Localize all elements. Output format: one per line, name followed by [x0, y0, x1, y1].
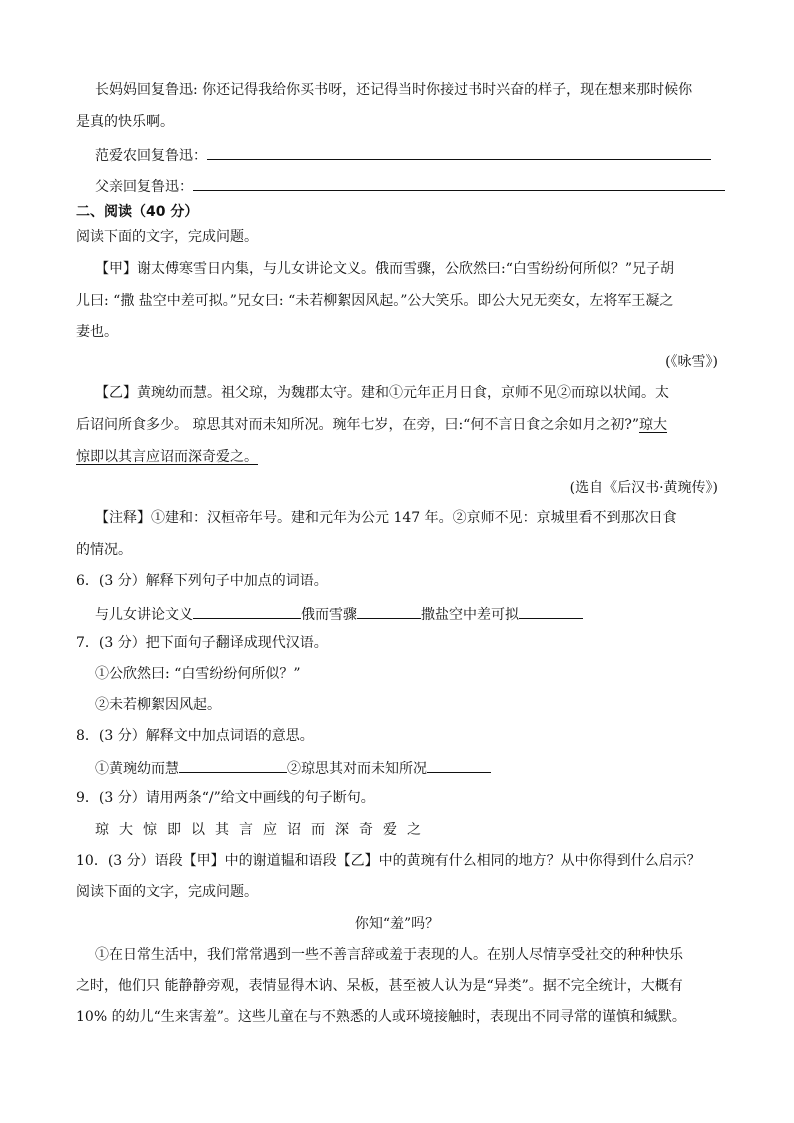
underlined-sentence-start: 琼大	[639, 417, 667, 433]
question-6-stem: 6．(3 分）解释下列句子中加点的词语。	[76, 573, 328, 589]
article-p1-line3: 10% 的幼儿“生来害羞”。这些儿童在与不熟悉的人或环境接触时，表现出不同寻常的谨慎和缄默。	[76, 1009, 686, 1025]
q6-blank-c[interactable]	[519, 603, 583, 619]
passage-jia-line2: 儿曰: “撒 盐空中差可拟。”兄女曰: “未若柳絮因风起。”公大笑乐。即公大兄无奕女，左将军王凝之	[76, 293, 674, 309]
q8-blank-a[interactable]	[179, 757, 287, 773]
changmama-reply-line1: 长妈妈回复鲁迅: 你还记得我给你买书呀，还记得当时你接过书时兴奋的样子，现在想来那时候你	[95, 82, 693, 98]
changmama-reply-line2: 是真的快乐啊。	[76, 114, 174, 130]
underlined-sentence-end: 惊即以其言应诏而深奇爱之。	[76, 449, 258, 465]
q6-item-a: 与儿女讲论文义	[95, 607, 193, 623]
notes-line2: 的情况。	[76, 542, 132, 558]
question-9-sentence: 琼大惊即以其言应诏而深奇爱之	[95, 822, 431, 838]
question-9-stem: 9．(3 分）请用两条“/”给文中画线的句子断句。	[76, 790, 375, 806]
passage-yi-line3	[76, 447, 258, 467]
passage-jia-source: (《咏雪》)	[665, 354, 718, 370]
q6-blank-b[interactable]	[357, 603, 421, 619]
question-10-line2: 阅读下面的文字，完成问题。	[76, 884, 258, 900]
passage-yi-source: (选自《后汉书·黄琬传》)	[569, 480, 718, 496]
question-10-line1: 10．(3 分）语段【甲】中的谢道韫和语段【乙】中的黄琬有什么相同的地方？从中你得到什么启示？	[76, 853, 701, 869]
father-reply-label: 父亲回复鲁迅：	[95, 179, 193, 195]
q8-item-b: ②琼思其对而未知所况	[287, 761, 427, 777]
q6-blank-a[interactable]	[193, 603, 301, 619]
section-heading: 二、阅读（40 分）	[76, 204, 199, 220]
passage-yi-line1: 【乙】黄琬幼而慧。祖父琼，为魏郡太守。建和①元年正月日食，京师不见②而琼以状闻。太	[95, 385, 669, 401]
passage-yi-line2	[76, 415, 667, 435]
fanainong-answer-blank[interactable]	[207, 144, 711, 160]
q8-blank-b[interactable]	[427, 757, 491, 773]
question-7-sentence1: ①公欣然曰: “白雪纷纷何所似？”	[95, 666, 301, 682]
passage-jia-line3: 妻也。	[76, 324, 118, 340]
notes-line1: 【注释】①建和：汉桓帝年号。建和元年为公元 147 年。②京师不见：京城里看不到那次日食	[95, 510, 677, 526]
father-answer-blank[interactable]	[193, 175, 725, 191]
question-7-stem: 7．(3 分）把下面句子翻译成现代汉语。	[76, 635, 328, 651]
section-instruction: 阅读下面的文字，完成问题。	[76, 229, 258, 245]
passage-yi-line2-text: 后诏问所食多少。 琼思其对而未知所况。琬年七岁，在旁，曰:“何不言日食之余如月之初?”	[76, 417, 639, 433]
article-title: 你知“羞”吗？	[354, 916, 440, 932]
q8-item-a: ①黄琬幼而慧	[95, 761, 179, 777]
father-reply-row	[95, 175, 718, 197]
question-8-stem: 8．(3 分）解释文中加点词语的意思。	[76, 728, 314, 744]
question-7-sentence2: ②未若柳絮因风起。	[95, 697, 221, 713]
fanainong-reply-label: 范爱农回复鲁迅：	[95, 148, 207, 164]
passage-jia-line1: 【甲】谢太傅寒雪日内集，与儿女讲论文义。俄而雪骤，公欣然曰:“白雪纷纷何所似？”兄子胡	[95, 261, 675, 277]
q6-item-b: 俄而雪骤	[301, 607, 357, 623]
article-p1-line1: ①在日常生活中，我们常常遇到一些不善言辞或羞于表现的人。在别人尽情享受社交的种种快乐	[95, 947, 683, 963]
question-6-items	[95, 603, 583, 625]
article-p1-line2: 之时，他们只 能静静旁观，表情显得木讷、呆板，甚至被人认为是“异类”。据不完全统计，大概有	[76, 978, 683, 994]
fanainong-reply-row	[95, 144, 718, 166]
question-8-items	[95, 757, 491, 779]
q6-item-c: 撒盐空中差可拟	[421, 607, 519, 623]
